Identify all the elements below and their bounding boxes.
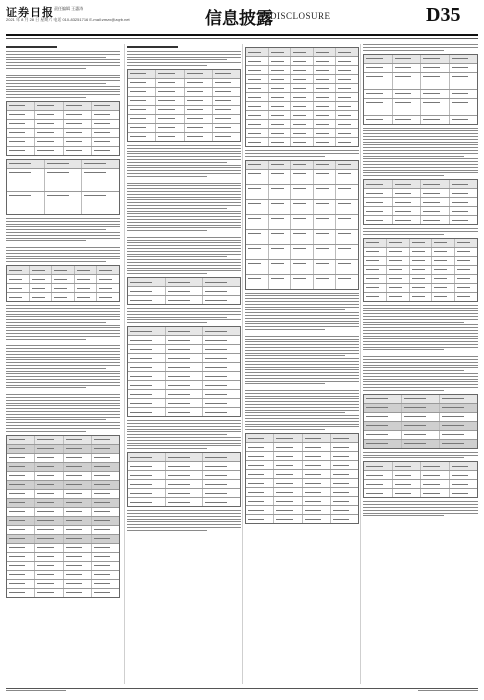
data-table [363,179,478,225]
column-2 [127,44,241,684]
page-footer [6,688,478,696]
data-table [6,265,120,302]
dateline: 2021 年 8 月 28 日 星期六 电话 010-83251716 E-mail:zmzx@zqrb.net [6,17,130,22]
data-table [127,69,241,142]
data-table [127,277,241,305]
masthead-rule-thin [6,38,478,39]
footer-rule [6,688,478,689]
section-title-english: DISCLOSURE [270,11,331,21]
newspaper-logo: 证券日报 [6,6,54,19]
data-table [127,452,241,507]
data-table [6,435,120,598]
page-number: D35 [426,4,461,26]
data-table [6,101,120,156]
data-table [245,433,359,524]
data-table [363,461,478,498]
section-title: 信息披露 [205,9,273,29]
masthead-rule-thick [6,34,478,36]
footer-mark-left [6,690,66,691]
data-table [245,160,359,290]
data-table [127,326,241,417]
column-4 [363,44,478,684]
data-table [363,238,478,302]
data-table [6,159,120,215]
footer-mark-right [418,690,478,691]
column-1 [6,44,120,684]
data-table [363,394,478,449]
column-3 [245,44,359,684]
editor-credit: 责任编辑 王惠涛 [54,6,84,11]
data-table [363,54,478,125]
data-table [245,47,359,147]
article-body [6,44,478,684]
